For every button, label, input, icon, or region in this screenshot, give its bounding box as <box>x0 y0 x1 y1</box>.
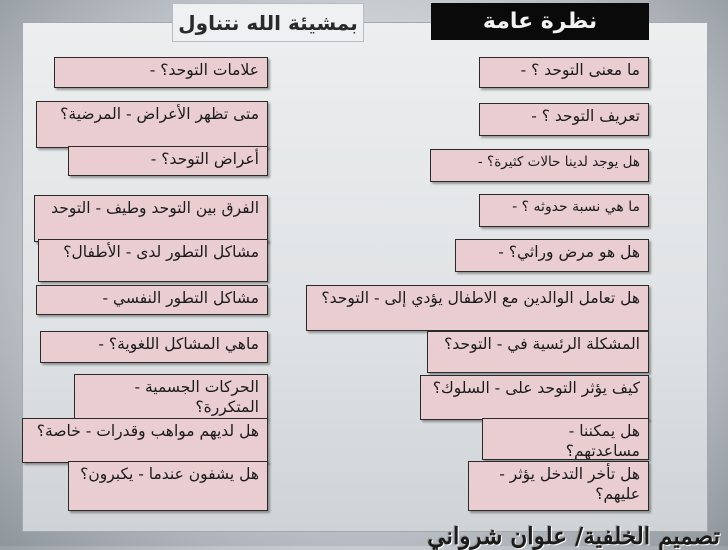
topic-box-main-problem[interactable]: المشكلة الرئسية في - التوحد؟ <box>427 331 649 373</box>
topic-box-autism-signs[interactable]: علامات التوحد؟ - <box>54 57 268 88</box>
topic-box-parents-treatment[interactable]: هل تعامل الوالدين مع الاطفال يؤدي إلى - التوحد؟ <box>306 285 649 331</box>
topic-box-psych-development[interactable]: مشاكل التطور النفسي - <box>36 285 268 315</box>
topic-box-talents-abilities[interactable]: هل لديهم مواهب وقدرات - خاصة؟ <box>22 418 268 463</box>
design-credit: تصميم الخلفية/ علوان شرواني <box>427 523 720 550</box>
topic-box-late-intervention[interactable]: هل تأخر التدخل يؤثر - عليهم؟ <box>468 461 649 511</box>
topic-box-autism-symptoms[interactable]: أعراض التوحد؟ - <box>68 146 268 176</box>
topic-box-many-cases[interactable]: هل يوجد لدينا حالات كثيرة؟ - <box>430 149 649 182</box>
topic-box-autism-meaning[interactable]: ما معنى التوحد ؟ - <box>479 57 649 88</box>
topic-box-language-problems[interactable]: ماهي المشاكل اللغوية؟ - <box>40 331 268 363</box>
overview-banner: نظرة عامة <box>431 3 649 40</box>
intro-banner: بمشيئة الله نتناول <box>172 3 364 42</box>
topic-box-autism-definition[interactable]: تعريف التوحد ؟ - <box>479 103 649 136</box>
topic-box-behavior-effect[interactable]: كيف يؤثر التوحد على - السلوك؟ <box>420 375 649 420</box>
topic-box-symptoms-onset[interactable]: متى تظهر الأعراض - المرضية؟ <box>36 101 268 148</box>
topic-box-hereditary[interactable]: هل هو مرض وراثي؟ - <box>455 239 649 272</box>
topic-box-recovery-with-age[interactable]: هل يشفون عندما - يكبرون؟ <box>68 461 268 511</box>
topic-box-repetitive-movements[interactable]: الحركات الجسمية - المتكررة؟ <box>74 374 268 419</box>
topic-box-incidence-rate[interactable]: ما هي نسبة حدوثه ؟ - <box>479 194 649 227</box>
topic-box-can-we-help[interactable]: هل يمكننا - مساعدتهم؟ <box>482 418 649 460</box>
topic-box-child-development-problems[interactable]: مشاكل التطور لدى - الأطفال؟ <box>38 239 268 282</box>
topic-box-autism-vs-spectrum[interactable]: الفرق بين التوحد وطيف - التوحد <box>34 195 268 242</box>
